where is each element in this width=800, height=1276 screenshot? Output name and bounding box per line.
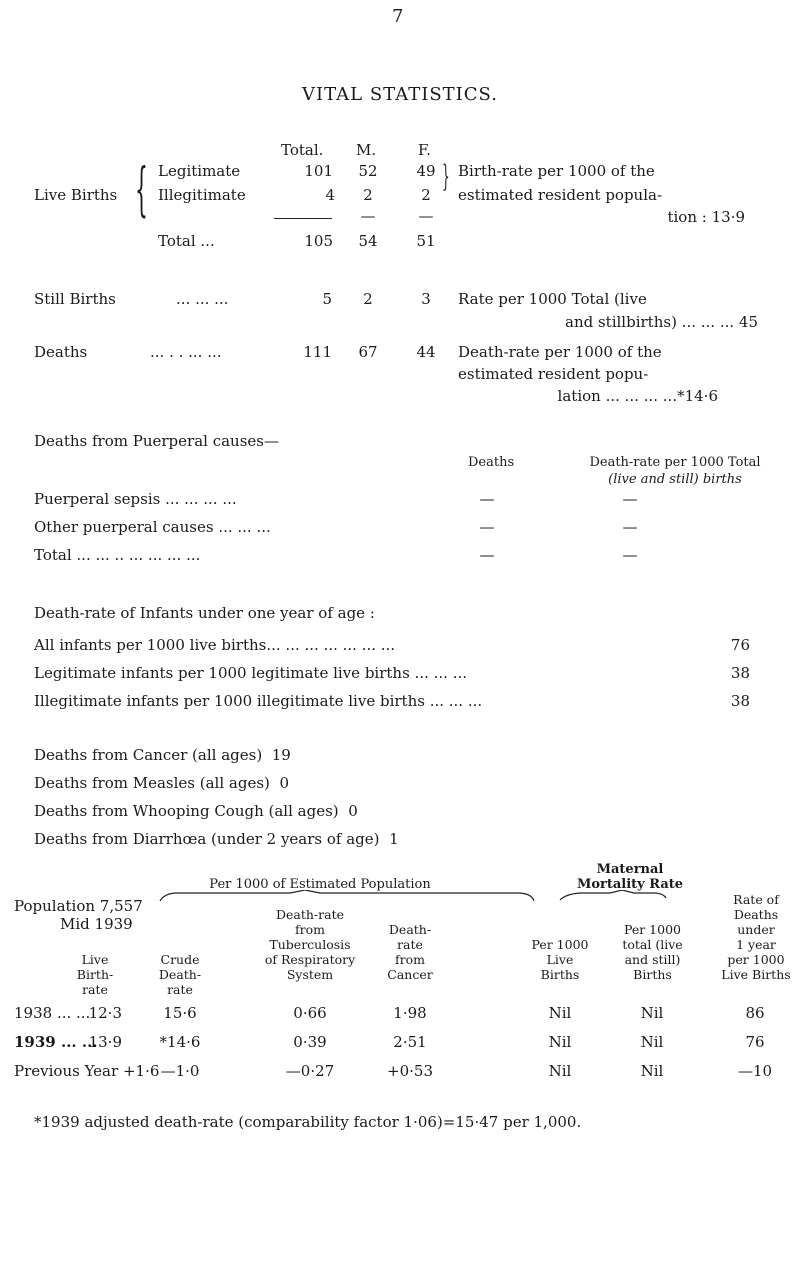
cell-tb: —0·27 [285,1062,335,1080]
birth-rate-note-2: estimated resident popula- [458,186,663,204]
header-line: Cancer [387,967,433,982]
puerperal-row-deaths: — [479,518,495,536]
cell-birth: +1·6 [122,1062,160,1080]
live-births-label: Live Births [34,186,118,204]
infant-row-label: All infants per 1000 live births... ... ... ... ... ... ... [34,636,396,654]
still-births-m: 2 [363,290,373,308]
table-row-label: 1939 ... ... [14,1033,98,1051]
population-line-1: Population 7,557 [14,897,143,915]
cause-label: Deaths from Cancer (all ages) [34,746,263,764]
puerperal-col-rate-2: (live and still) births [608,472,742,487]
puerperal-row-rate: — [622,546,638,564]
header-line: of Respiratory [264,952,356,967]
header-tb [255,907,365,982]
illegitimate-m: 2 [363,186,373,204]
table-row-label: 1938 ... ... [14,1004,91,1022]
total-row [158,232,333,250]
header-line: Per 1000 [531,937,589,952]
row-total: 101 [304,162,333,180]
cell-crude: —1·0 [160,1062,200,1080]
header-line: 1 year [736,937,776,952]
puerperal-row-deaths: — [479,546,495,564]
cause-value: 1 [389,830,399,848]
cell-maternal-total: Nil [640,1062,664,1080]
page-title: VITAL STATISTICS. [302,84,498,105]
puerperal-row-rate: — [622,518,638,536]
header-line: Per 1000 [623,922,681,937]
deaths-note-3: lation ... ... ... ...*14·6 [557,387,718,405]
row-total: 4 [325,186,335,204]
still-births-note-2: and stillbirths) ... ... ... 45 [565,313,758,331]
header-line: per 1000 [727,952,785,967]
header-line: under [737,922,775,937]
infant-row-value: 38 [730,664,750,682]
header-line: Deaths [733,907,779,922]
illegitimate-row [158,186,333,204]
cell-birth: 13·9 [88,1033,122,1051]
table-row-label [14,1062,159,1080]
header-line: Births [633,967,672,982]
still-births-label: Still Births [34,290,116,308]
row-label: Legitimate [158,162,241,180]
infant-row-value: 76 [730,636,750,654]
infant-row-value: 38 [730,692,750,710]
left-brace: { [135,155,148,223]
cell-maternal-live: Nil [548,1062,572,1080]
bracket-maternal [560,890,666,900]
still-births-dots: ... ... ... [176,290,229,308]
puerperal-row-rate: — [622,490,638,508]
illegitimate-f: 2 [421,186,431,204]
bracket-per-1000 [160,890,534,901]
still-births-f: 3 [421,290,431,308]
infant-heading: Death-rate of Infants under one year of age : [34,604,375,622]
cause-row [34,774,289,792]
header-line: Death-rate [275,907,345,922]
deaths-total: 111 [303,343,332,361]
header-line: Death- [158,967,202,982]
cell-maternal-total: Nil [640,1033,664,1051]
header-line: Births [540,967,580,982]
header-line: from [295,922,325,937]
cell-infant: —10 [737,1062,773,1080]
header-line: total (live [622,937,683,952]
deaths-f: 44 [416,343,436,361]
group-maternal-1: Maternal [596,862,664,877]
total-f: 51 [416,232,436,250]
cell-maternal-total: Nil [640,1004,664,1022]
row-total: 105 [304,232,333,250]
birth-rate-note-1: Birth-rate per 1000 of the [458,162,655,180]
rule [274,218,332,219]
cell-crude: 15·6 [163,1004,197,1022]
header-line: Live [546,952,574,967]
cell-maternal-live: Nil [548,1033,572,1051]
row-label-text: Previous Year [14,1062,119,1080]
right-brace: } [442,159,450,194]
cause-label: Deaths from Measles (all ages) [34,774,270,792]
header-cancer [375,922,445,982]
deaths-dots: ... . . ... ... [150,343,222,361]
col-m-header: M. [356,141,377,159]
still-births-total: 5 [322,290,332,308]
cause-value: 19 [271,746,291,764]
cause-label: Deaths from Diarrhœa (under 2 years of age) [34,830,380,848]
header-line: Death- [388,922,432,937]
header-line: and still) [624,952,681,967]
header-line: System [286,967,334,982]
dash-m: — [360,207,376,225]
still-births-note-1: Rate per 1000 Total (live [458,290,647,308]
header-line: rate [397,937,423,952]
header-birth-rate [60,952,130,997]
header-line: Live Births [721,967,791,982]
col-f-header: F. [418,141,431,159]
deaths-note-2: estimated resident popu- [458,365,649,383]
header-maternal-total [605,922,700,982]
cause-row [34,746,291,764]
header-line: from [395,952,425,967]
cell-tb: 0·66 [293,1004,327,1022]
infant-row-label: Legitimate infants per 1000 legitimate live births ... ... ... [34,664,467,682]
cause-label: Deaths from Whooping Cough (all ages) [34,802,339,820]
cause-value: 0 [348,802,358,820]
cell-infant: 86 [745,1004,765,1022]
birth-rate-note-3: tion : 13·9 [667,208,745,226]
deaths-note-1: Death-rate per 1000 of the [458,343,662,361]
header-line: rate [82,982,108,997]
cause-value: 0 [279,774,289,792]
cell-cancer: 1·98 [393,1004,427,1022]
deaths-m: 67 [358,343,378,361]
group-per-1000: Per 1000 of Estimated Population [209,877,431,892]
cell-cancer: +0·53 [387,1062,433,1080]
total-m: 54 [358,232,378,250]
row-label: Illegitimate [158,186,246,204]
header-line: Tuberculosis [269,937,351,952]
population-line-2: Mid 1939 [60,915,133,933]
puerperal-row-deaths: — [479,490,495,508]
group-maternal-2: Mortality Rate [576,877,684,892]
cause-row [34,802,358,820]
header-line: rate [167,982,193,997]
legitimate-f: 49 [416,162,436,180]
footnote: *1939 adjusted death-rate (comparability factor 1·06)=15·47 per 1,000. [34,1113,582,1131]
puerperal-row-label: Puerperal sepsis ... ... ... ... [34,490,237,508]
header-line: Rate of [733,892,779,907]
header-line: Crude [160,952,200,967]
header-line: Birth- [76,967,114,982]
header-maternal-live [520,937,600,982]
header-line: Live [81,952,109,967]
col-total-header: Total. [281,141,324,159]
cell-maternal-live: Nil [548,1004,572,1022]
cell-crude: *14·6 [159,1033,201,1051]
legitimate-m: 52 [358,162,378,180]
cell-tb: 0·39 [293,1033,327,1051]
dash-f: — [418,207,434,225]
cause-row [34,830,399,848]
cell-cancer: 2·51 [393,1033,427,1051]
infant-row-label: Illegitimate infants per 1000 illegitimate live births ... ... ... [34,692,483,710]
cell-birth: 12·3 [88,1004,122,1022]
cell-infant: 76 [745,1033,765,1051]
deaths-label: Deaths [34,343,88,361]
puerperal-col-rate-1: Death-rate per 1000 Total [589,455,761,470]
puerperal-heading: Deaths from Puerperal causes— [34,432,279,450]
puerperal-row-label: Other puerperal causes ... ... ... [34,518,271,536]
puerperal-row-label: Total ... ... .. ... ... ... ... [34,546,201,564]
page-number: 7 [392,6,404,27]
row-label: Total ... [158,232,215,250]
legitimate-row [158,162,333,180]
puerperal-col-deaths: Deaths [468,455,515,470]
group-brackets [0,890,800,910]
header-crude-death-rate [145,952,215,997]
header-infant [712,892,800,982]
